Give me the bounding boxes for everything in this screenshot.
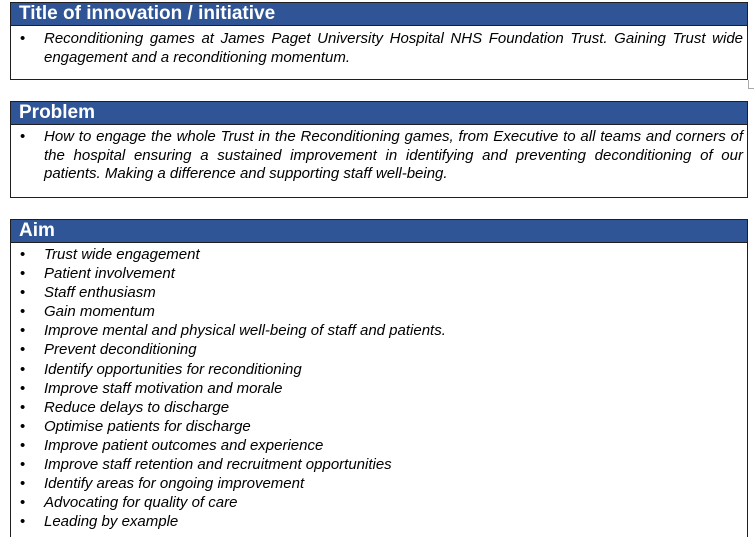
bullet-icon: •: [20, 341, 26, 359]
list-item-text: Leading by example: [44, 513, 179, 531]
problem-section-heading: Problem: [11, 102, 747, 125]
list-item-text: Improve staff retention and recruitment opportunities: [44, 456, 392, 474]
list-item: [11, 302, 747, 321]
list-item: [11, 283, 747, 302]
title-section-list: [11, 26, 747, 67]
bullet-icon: •: [20, 30, 26, 47]
bullet-icon: •: [20, 246, 26, 263]
aim-section-heading: Aim: [11, 220, 747, 243]
list-item: [11, 264, 747, 283]
list-item-text: Identify areas for ongoing improvement: [44, 475, 305, 493]
list-item-text: Advocating for quality of care: [44, 494, 238, 512]
bullet-icon: •: [20, 322, 26, 340]
bullet-icon: •: [20, 436, 26, 454]
list-item: [11, 245, 747, 264]
list-item: [11, 379, 747, 398]
page-corner-marker: [748, 80, 754, 89]
list-item: [11, 125, 747, 184]
problem-section: [10, 101, 748, 198]
list-item: [11, 512, 747, 531]
list-item-text: Patient involvement: [44, 265, 175, 283]
title-section-heading: Title of innovation / initiative: [11, 3, 747, 26]
bullet-icon: •: [20, 265, 26, 283]
bullet-icon: •: [20, 494, 26, 512]
list-item-text: Prevent deconditioning: [44, 341, 197, 359]
aim-section-list: [11, 243, 747, 531]
bullet-icon: •: [20, 513, 26, 531]
list-item-text: Improve mental and physical well-being of staff and patients.: [44, 322, 446, 340]
aim-section: [10, 219, 748, 537]
list-item: [11, 493, 747, 512]
title-section: [10, 2, 748, 80]
list-item-text: Improve staff motivation and morale: [44, 379, 283, 397]
list-item: [11, 360, 747, 379]
bullet-icon: •: [20, 417, 26, 435]
list-item: [11, 417, 747, 436]
bullet-icon: •: [20, 128, 26, 145]
bullet-icon: •: [20, 360, 26, 378]
bullet-icon: •: [20, 398, 26, 416]
problem-section-list: [11, 125, 747, 184]
list-item: [11, 26, 747, 67]
list-item-text: Improve patient outcomes and experience: [44, 436, 324, 454]
bullet-icon: •: [20, 475, 26, 493]
list-item-text: Identify opportunities for reconditioning: [44, 360, 302, 378]
list-item-text: Reduce delays to discharge: [44, 398, 230, 416]
bullet-icon: •: [20, 456, 26, 474]
bullet-icon: •: [20, 303, 26, 321]
list-item: [11, 340, 747, 359]
list-item-text: Optimise patients for discharge: [44, 417, 251, 435]
list-item-text: Trust wide engagement: [44, 246, 200, 263]
bullet-icon: •: [20, 379, 26, 397]
list-item: [11, 474, 747, 493]
list-item-text: Reconditioning games at James Paget University Hospital NHS Foundation Trust. Gaining Trust wide engagement and a reconditioning momentum.: [44, 30, 743, 66]
list-item: [11, 455, 747, 474]
list-item: [11, 321, 747, 340]
list-item-text: How to engage the whole Trust in the Reconditioning games, from Executive to all teams and corners of the hospital ensuring a sustained improvement in identifying and preventing deconditioning of our patients. Making a difference and supporting staff well-being.: [44, 128, 743, 182]
list-item: [11, 398, 747, 417]
bullet-icon: •: [20, 284, 26, 302]
list-item-text: Gain momentum: [44, 303, 155, 321]
list-item: [11, 436, 747, 455]
list-item-text: Staff enthusiasm: [44, 284, 156, 302]
